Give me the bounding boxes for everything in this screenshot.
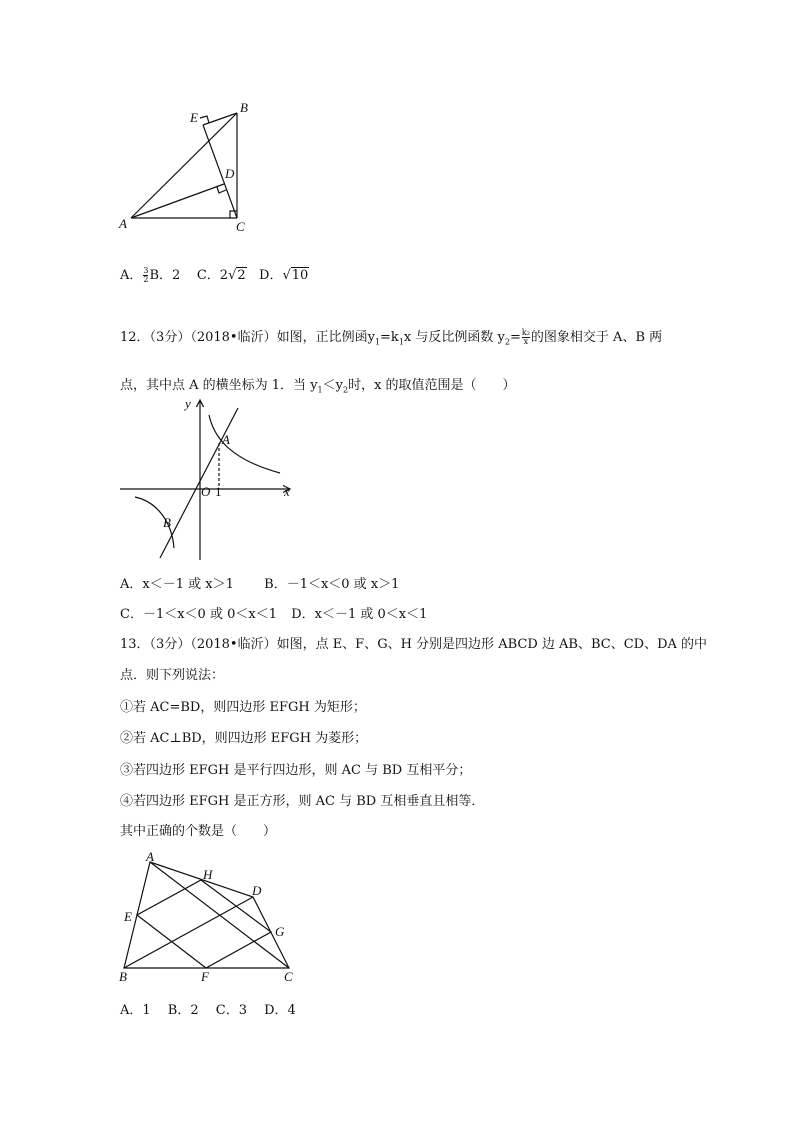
q13-label-b: B bbox=[119, 969, 127, 984]
q13-label-c: C bbox=[284, 969, 293, 984]
q12-label-a: A bbox=[222, 432, 230, 447]
q11-option-b: B．2 bbox=[149, 268, 181, 283]
q12-sub: 1 bbox=[398, 337, 404, 347]
diagonal-bd bbox=[124, 897, 253, 968]
q13-label-f: F bbox=[201, 969, 209, 984]
q13-stem-line1: 13．（3分）（2018•临沂）如图，点 E、F、G、H 分别是四边形 ABCD 边 AB、BC、CD、DA 的中 bbox=[120, 637, 708, 652]
q11-label-d: D bbox=[225, 166, 235, 181]
q13-label-g: G bbox=[275, 924, 285, 939]
q12-frac-den: x bbox=[523, 337, 529, 346]
q13-statement-4: ④若四边形 EFGH 是正方形，则 AC 与 BD 互相垂直且相等． bbox=[120, 794, 485, 809]
q11-label-b: B bbox=[240, 100, 248, 115]
q11-option-c-prefix: C．2 bbox=[196, 268, 229, 283]
q12-label-b: B bbox=[163, 515, 171, 530]
q12-option-b: B．－1＜x＜0 或 x＞1 bbox=[264, 577, 400, 592]
q12-option-c: C．－1＜x＜0 或 0＜x＜1 bbox=[120, 607, 277, 622]
q12-text: 点，其中点 A 的横坐标为 1．当 y bbox=[120, 378, 318, 393]
q12-text: 的图象相交于 A、B 两 bbox=[530, 330, 663, 345]
q12-text: y bbox=[367, 330, 375, 345]
q11-option-a-num: 3 bbox=[143, 266, 149, 275]
q13-question: 其中正确的个数是（ ） bbox=[120, 824, 277, 839]
q12-text: ＜y bbox=[322, 378, 343, 393]
q12-text: 12．（3分）（2018•临沂）如图，正比例函 bbox=[120, 330, 368, 345]
q12-text: = bbox=[509, 330, 521, 345]
q12-text: =k bbox=[380, 330, 399, 345]
q12-sub: 1 bbox=[374, 337, 381, 347]
q12-sub: 2 bbox=[504, 337, 510, 347]
q12-label-o: O bbox=[201, 484, 211, 499]
q13-label-e: E bbox=[124, 909, 132, 924]
q13-statement-2: ②若 AC⊥BD，则四边形 EFGH 为菱形； bbox=[120, 731, 368, 746]
q12-sub: 2 bbox=[343, 385, 349, 395]
q12-sub: 1 bbox=[317, 385, 323, 395]
q13-stem-line2: 点．则下列说法： bbox=[120, 668, 225, 683]
q11-option-d-radicand: 10 bbox=[291, 268, 309, 283]
q12-label-1: 1 bbox=[215, 484, 222, 499]
q12-option-a: A．x＜－1 或 x＞1 bbox=[120, 577, 234, 592]
q13-statement-1: ①若 AC=BD，则四边形 EFGH 为矩形； bbox=[120, 700, 366, 715]
q12-label-x: x bbox=[284, 484, 290, 499]
q11-option-a-prefix: A． bbox=[120, 268, 143, 283]
q12-text: x 与反比例函数 y bbox=[403, 330, 505, 345]
q11-option-d-prefix: D． bbox=[259, 268, 283, 283]
q13-statement-3: ③若四边形 EFGH 是平行四边形，则 AC 与 BD 互相平分； bbox=[120, 763, 472, 778]
sqrt-icon: √ bbox=[282, 268, 291, 283]
q11-option-c-radicand: 2 bbox=[237, 268, 246, 283]
sqrt-icon: √ bbox=[228, 268, 237, 283]
q11-label-a: A bbox=[119, 216, 127, 231]
q11-option-a-den: 2 bbox=[143, 275, 149, 284]
q12-frac-num: k₂ bbox=[521, 328, 530, 337]
q12-label-y: y bbox=[185, 396, 191, 411]
q12-option-d: D．x＜－1 或 0＜x＜1 bbox=[291, 607, 428, 622]
q13-label-d: D bbox=[252, 883, 262, 898]
q12-text: 时，x 的取值范围是（ ） bbox=[348, 378, 516, 393]
q11-label-e: E bbox=[190, 110, 198, 125]
q13-label-a: A bbox=[146, 849, 154, 864]
q13-label-h: H bbox=[203, 867, 213, 882]
q13-options: A．1 B．2 C．3 D．4 bbox=[120, 1003, 296, 1018]
q11-label-c: C bbox=[236, 219, 245, 234]
